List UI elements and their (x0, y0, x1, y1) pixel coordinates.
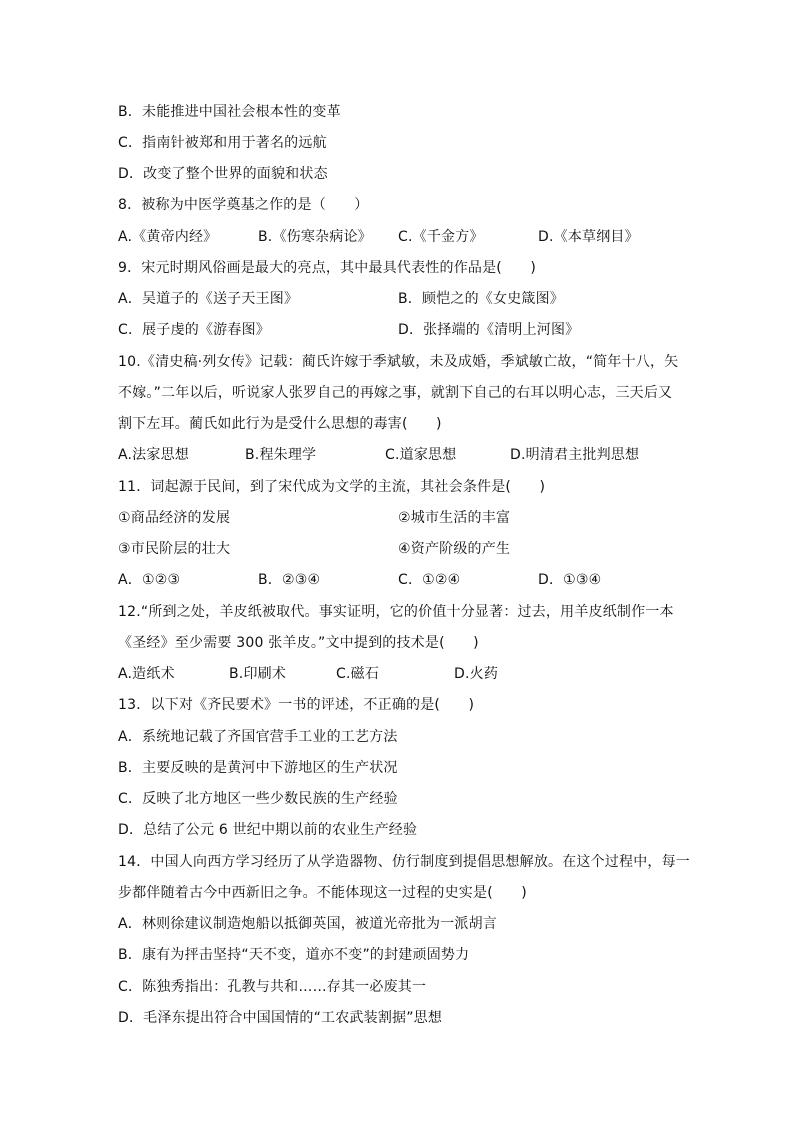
q13-option-a: A．系统地记载了齐国官营手工业的工艺方法 (118, 729, 398, 745)
q11-item-1: ①商品经济的发展 (118, 510, 231, 526)
q13-option-b: B．主要反映的是黄河中下游地区的生产状况 (118, 760, 398, 776)
q11-item-4: ④资产阶级的产生 (398, 541, 511, 557)
q7-option-c: C．指南针被郑和用于著名的远航 (118, 135, 327, 151)
q8-option-a: A.《黄帝内经》 (118, 229, 218, 245)
q14-option-d: D．毛泽东提出符合中国国情的“工农武装割据”思想 (118, 1010, 443, 1026)
q7-option-b: B．未能推进中国社会根本性的变革 (118, 104, 341, 120)
q11-option-c: C．①②④ (398, 572, 461, 588)
q8-stem: 8．被称为中医学奠基之作的是（ ） (118, 197, 369, 213)
q8-option-d: D.《本草纲目》 (538, 229, 639, 245)
q14-option-c: C．陈独秀指出：孔教与共和……存其一必废其一 (118, 979, 427, 995)
q10-option-b: B.程朱理学 (245, 447, 317, 463)
q12-option-b: B.印刷术 (229, 666, 287, 682)
q10-line-2: 不嫁。”二年以后，听说家人张罗自己的再嫁之事，就割下自己的右耳以明心志，三天后又 (118, 385, 673, 401)
q11-option-a: A．①②③ (118, 572, 181, 588)
q12-line-1: 12.“所到之处，羊皮纸被取代。事实证明，它的价值十分显著：过去，用羊皮纸制作一本 (118, 604, 674, 620)
q12-line-2: 《圣经》至少需要 300 张羊皮。”文中提到的技术是( ) (118, 635, 479, 651)
q11-stem: 11．词起源于民间，到了宋代成为文学的主流，其社会条件是( ) (118, 479, 546, 495)
q11-item-2: ②城市生活的丰富 (398, 510, 511, 526)
q14-option-b: B．康有为抨击坚持“天不变，道亦不变”的封建顽固势力 (118, 947, 470, 963)
q10-option-d: D.明清君主批判思想 (510, 447, 640, 463)
q13-option-c: C．反映了北方地区一些少数民族的生产经验 (118, 791, 398, 807)
q11-option-d: D．①③④ (538, 572, 602, 588)
q12-option-c: C.磁石 (336, 666, 380, 682)
q10-line-3: 割下左耳。蔺氏如此行为是受什么思想的毒害( ) (118, 416, 442, 432)
q10-option-c: C.道家思想 (385, 447, 457, 463)
q9-option-a: A．吴道子的《送子天王图》 (118, 291, 299, 307)
q12-option-d: D.火药 (454, 666, 499, 682)
q14-option-a: A．林则徐建议制造炮船以抵御英国，被道光帝批为一派胡言 (118, 916, 497, 932)
q7-option-d: D．改变了整个世界的面貌和状态 (118, 166, 328, 182)
q9-stem: 9．宋元时期风俗画是最大的亮点，其中最具代表性的作品是( ) (118, 260, 537, 276)
q13-stem: 13．以下对《齐民要术》一书的评述，不正确的是( ) (118, 697, 475, 713)
q14-line-1: 14．中国人向西方学习经历了从学造器物、仿行制度到提倡思想解放。在这个过程中，每一 (118, 854, 691, 870)
q11-option-b: B．②③④ (258, 572, 321, 588)
q14-line-2: 步都伴随着古今中西新旧之争。不能体现这一过程的史实是( ) (118, 885, 527, 901)
q9-option-b: B．顾恺之的《女史箴图》 (398, 291, 565, 307)
q10-option-a: A.法家思想 (118, 447, 189, 463)
q9-option-d: D．张择端的《清明上河图》 (398, 322, 580, 338)
q11-item-3: ③市民阶层的壮大 (118, 541, 231, 557)
q9-option-c: C．展子虔的《游春图》 (118, 322, 270, 338)
q8-option-c: C.《千金方》 (398, 229, 484, 245)
q12-option-a: A.造纸术 (118, 666, 175, 682)
q8-option-b: B.《伤寒杂病论》 (258, 229, 372, 245)
q10-line-1: 10.《清史稿·列女传》记载：蔺氏许嫁于季斌敏，未及成婚，季斌敏亡故，“简年十八，矢 (118, 354, 679, 370)
q13-option-d: D．总结了公元 6 世纪中期以前的农业生产经验 (118, 822, 418, 838)
